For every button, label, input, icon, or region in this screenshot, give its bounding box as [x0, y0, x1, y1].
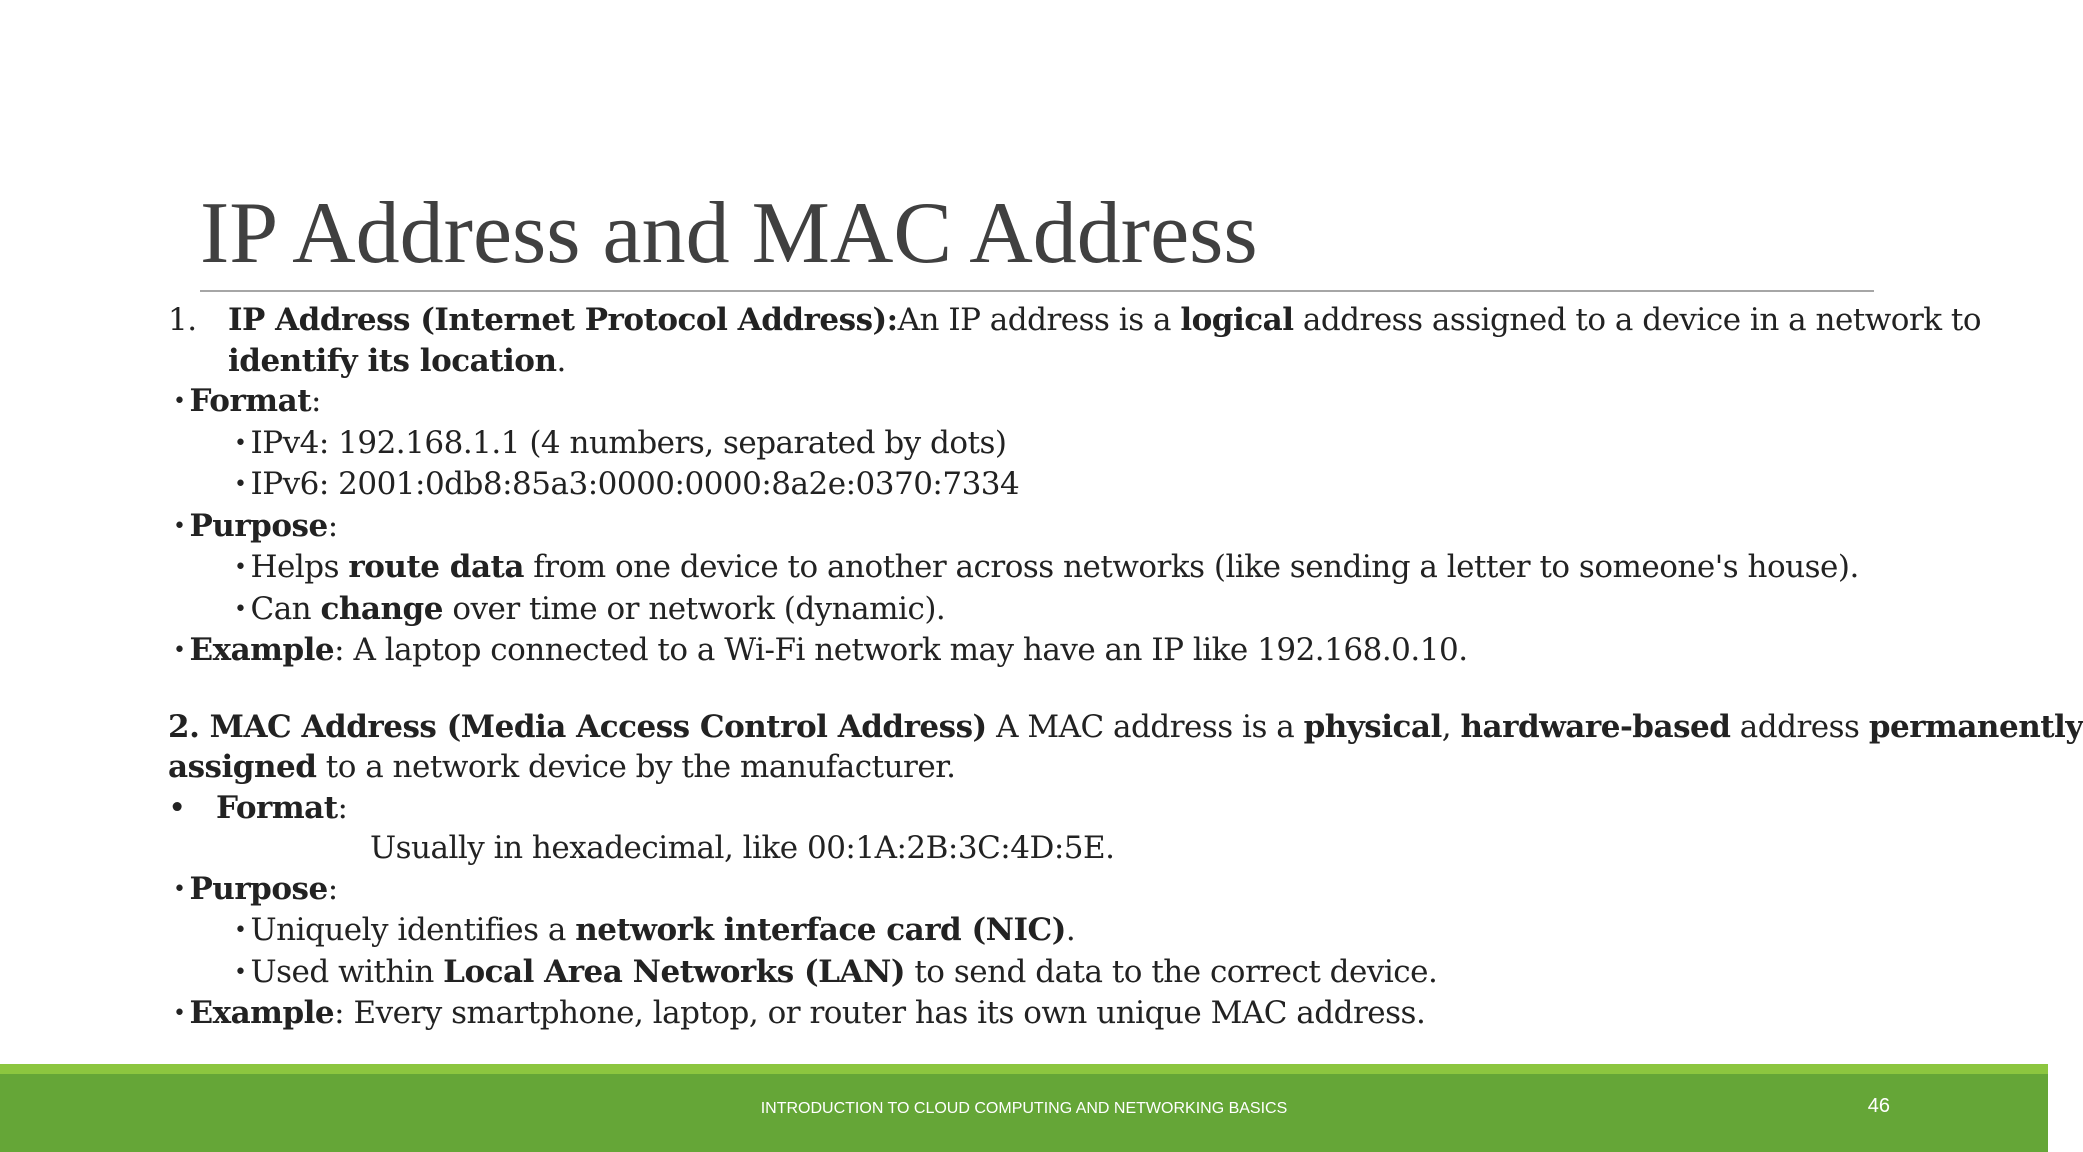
slide-body: [168, 300, 2083, 1035]
section-spacer: [168, 672, 2008, 707]
mac-purpose-lan: • Used within Local Area Networks (LAN) to send data to the correct device.: [168, 952, 2008, 994]
bullet-icon: •: [168, 789, 186, 826]
footer-title: INTRODUCTION TO CLOUD COMPUTING AND NETWORKING BASICS: [760, 1100, 1288, 1117]
ip-purpose-item: • Purpose:: [168, 506, 2008, 548]
mac-heading: 2. MAC Address (Media Access Control Address): [168, 708, 987, 745]
bullet-icon: •: [173, 638, 186, 663]
bullet-icon: •: [173, 513, 186, 539]
bullet-icon: •: [173, 389, 186, 414]
ip-format-ipv4: • IPv4: 192.168.1.1 (4 numbers, separated by dots): [168, 423, 2008, 465]
mac-purpose-item: • Purpose:: [168, 869, 2008, 911]
bullet-icon: •: [173, 876, 186, 902]
bullet-icon: •: [234, 596, 247, 622]
ip-example-item: • Example: A laptop connected to a Wi-Fi network may have an IP like 192.168.0.10.: [168, 630, 2008, 672]
mac-heading-line: 2. MAC Address (Media Access Control Address) A MAC address is a physical, hardware-based address permanently: [168, 708, 2083, 745]
footer-accent-stripe: [0, 1064, 2048, 1074]
ip-heading-line: 1. IP Address (Internet Protocol Address):An IP address is a logical address assigned to a device in a network to: [168, 300, 2008, 341]
footer-bar: [0, 1074, 2048, 1152]
ip-format-ipv6: • IPv6: 2001:0db8:85a3:0000:0000:8a2e:0370:7334: [168, 464, 2008, 506]
bullet-icon: •: [173, 1001, 186, 1026]
ip-purpose-route: • Helps route data from one device to another across networks (like sending a letter to someone's house).: [168, 547, 2008, 589]
ip-format-item: • Format:: [168, 381, 2008, 423]
ip-heading-continuation: identify its location.: [228, 342, 566, 379]
ip-heading: IP Address (Internet Protocol Address):: [228, 302, 898, 338]
title-underline: [200, 290, 1874, 292]
mac-purpose-nic: • Uniquely identifies a network interface card (NIC).: [168, 910, 2008, 952]
bullet-icon: •: [234, 472, 247, 497]
bullet-icon: •: [234, 959, 247, 985]
bullet-icon: •: [234, 918, 247, 943]
page-number: 46: [1867, 1095, 1890, 1117]
list-number: 1.: [168, 302, 197, 338]
ip-purpose-change: • Can change over time or network (dynamic).: [168, 589, 2008, 631]
slide-title: IP Address and MAC Address: [200, 185, 1258, 282]
mac-example-item: • Example: Every smartphone, laptop, or router has its own unique MAC address.: [168, 993, 2008, 1035]
mac-format-item: • Format:: [168, 788, 2008, 829]
bullet-icon: •: [234, 430, 247, 456]
mac-format-text: Usually in hexadecimal, like 00:1A:2B:3C:4D:5E.: [370, 830, 1115, 866]
mac-heading-continuation: assigned to a network device by the manufacturer.: [168, 749, 956, 785]
bullet-icon: •: [234, 555, 247, 580]
